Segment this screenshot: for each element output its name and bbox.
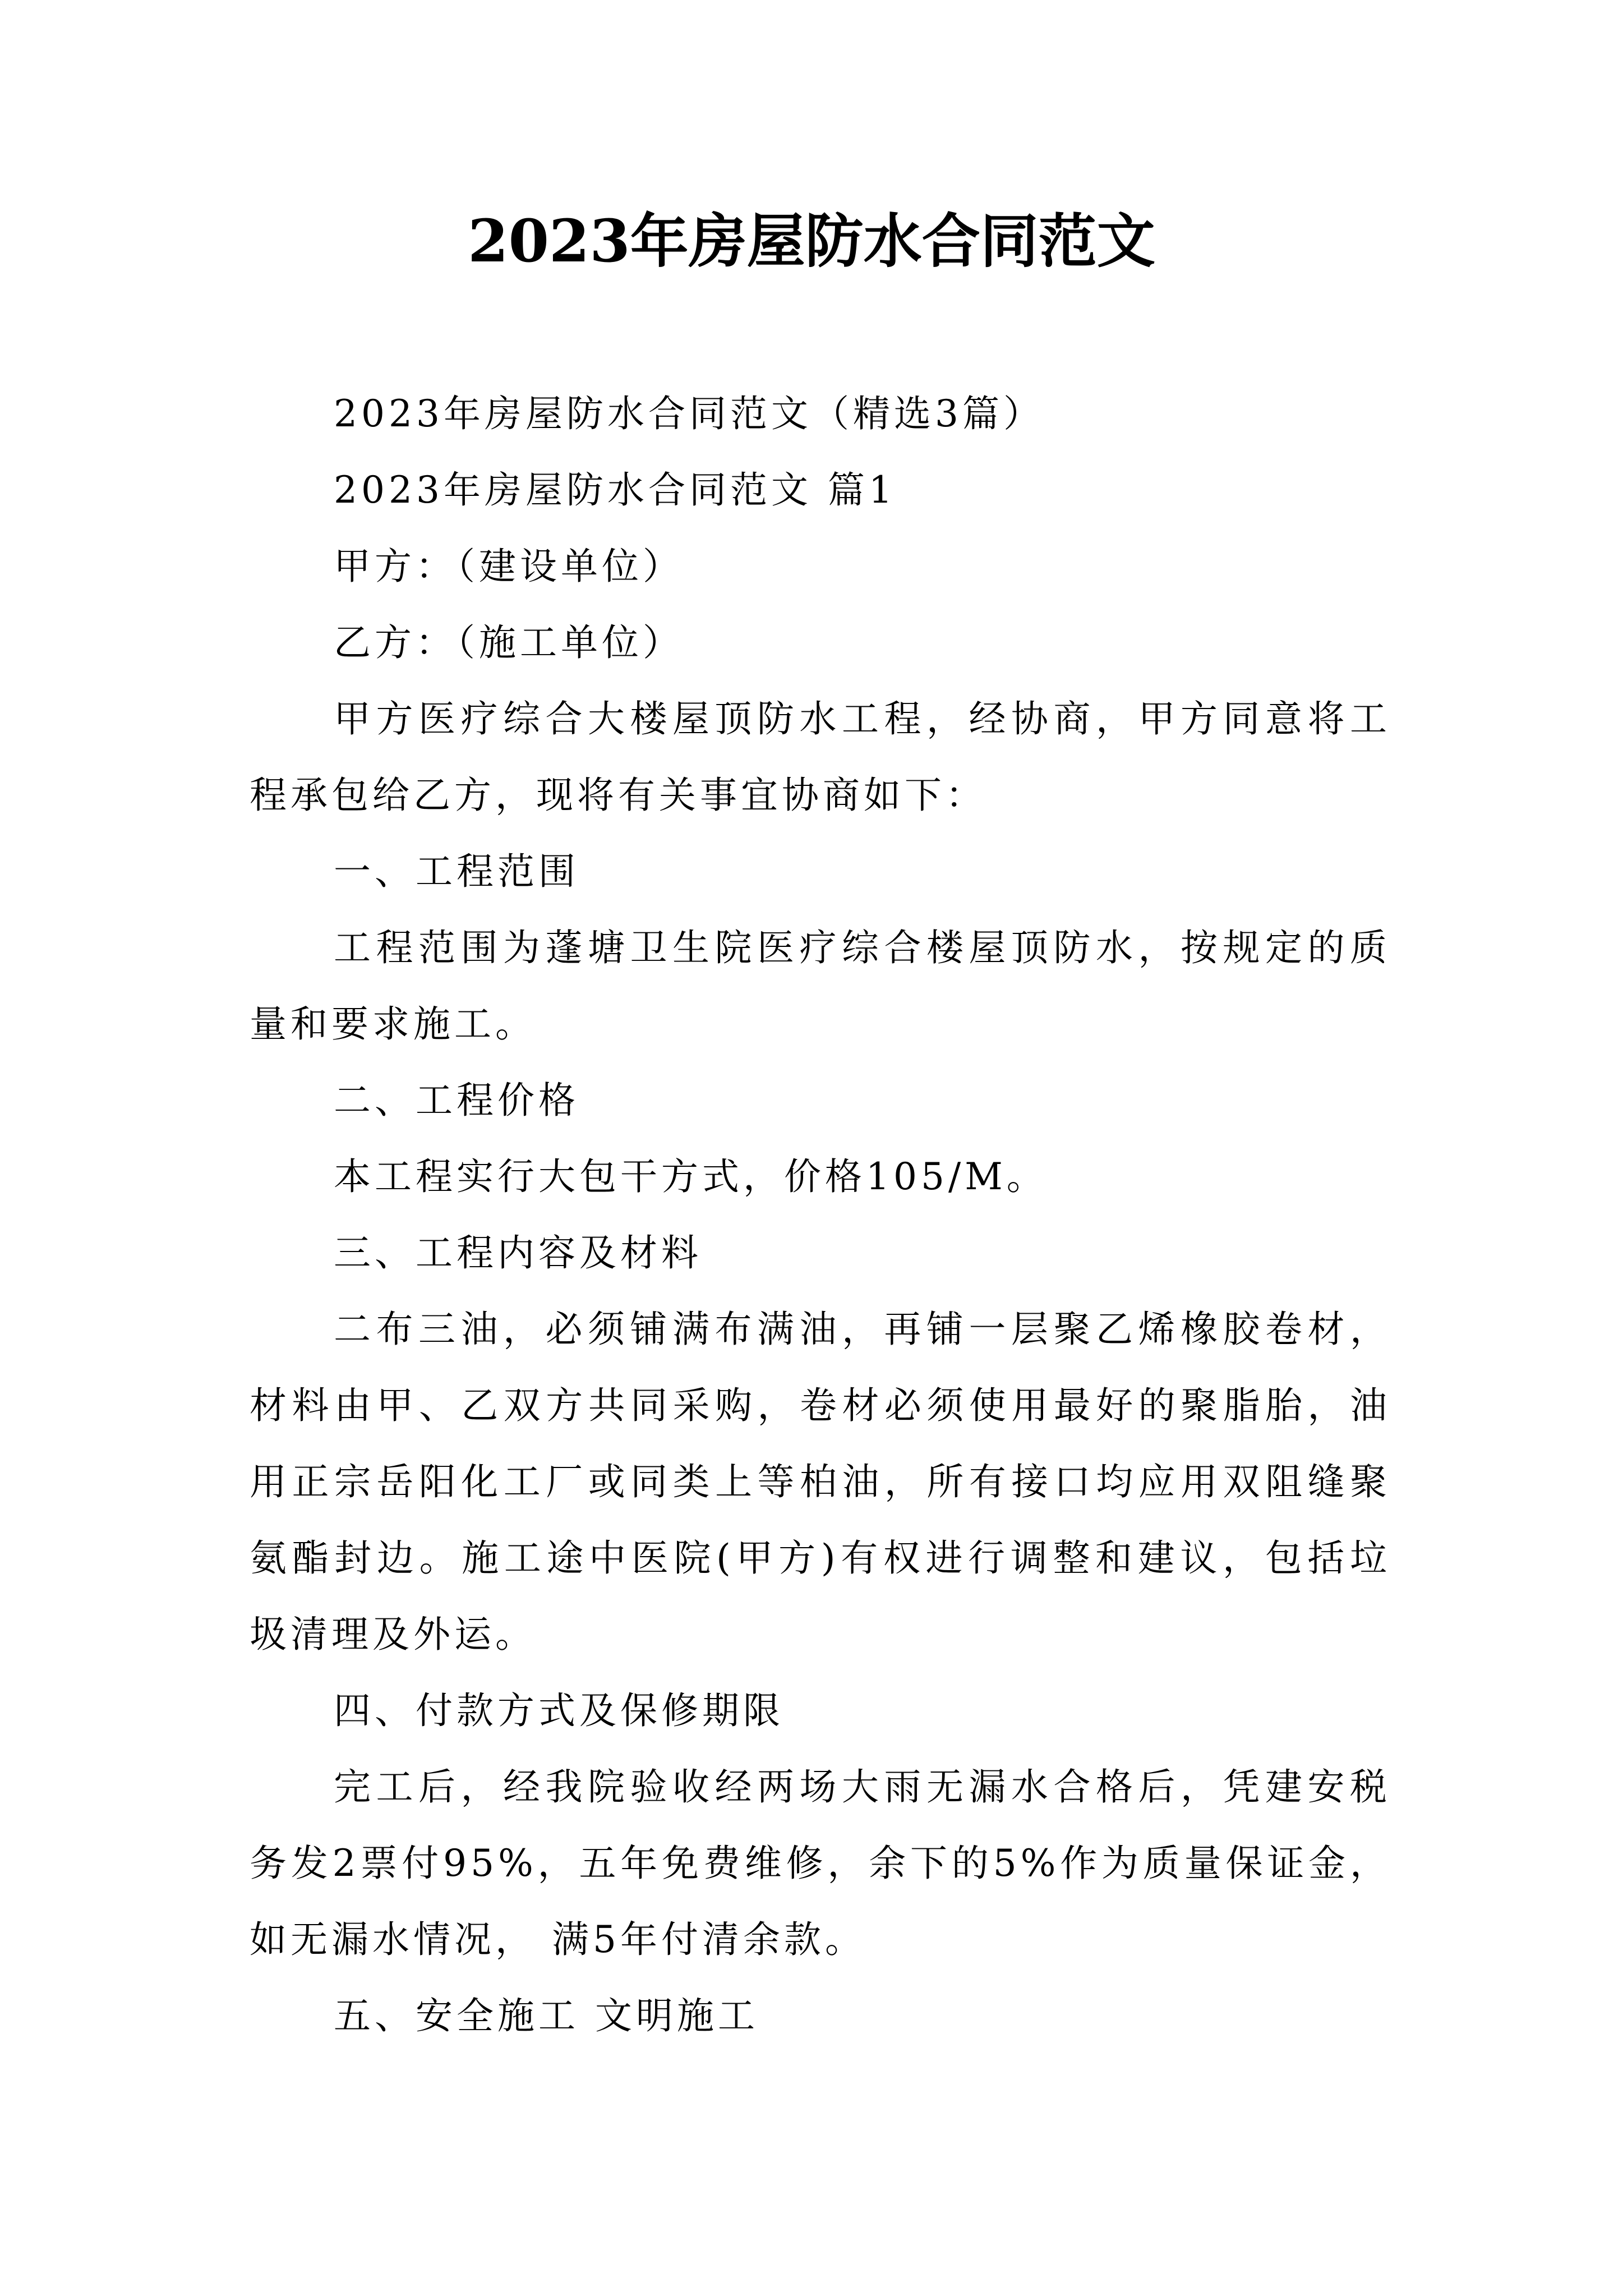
- document-body: [250, 376, 1391, 2054]
- paragraph-payment-warranty: 完工后，经我院验收经两场大雨无漏水合格后，凭建安税务发2票付95%，五年免费维修，余下的5%作为质量保证金，如无漏水情况， 满5年付清余款。: [250, 1765, 1391, 1961]
- paragraph-price: 本工程实行大包干方式，价格105/M。: [334, 1155, 1048, 1198]
- heading-safety: 五、安全施工 文明施工: [334, 1994, 759, 2037]
- heading-payment-warranty: 四、付款方式及保修期限: [334, 1689, 784, 1732]
- paragraph-scope: 工程范围为蓬塘卫生院医疗综合楼屋顶防水，按规定的质量和要求施工。: [250, 926, 1391, 1046]
- paragraph-section-heading: 2023年房屋防水合同范文 篇1: [334, 468, 896, 512]
- paragraph-intro: 甲方医疗综合大楼屋顶防水工程，经协商，甲方同意将工程承包给乙方，现将有关事宜协商如下：: [250, 697, 1391, 817]
- heading-scope: 一、工程范围: [334, 850, 579, 893]
- paragraph-party-b: 乙方：（施工单位）: [334, 621, 684, 664]
- heading-price: 二、工程价格: [334, 1079, 579, 1122]
- paragraph-party-a: 甲方：（建设单位）: [334, 545, 684, 588]
- paragraph-content-materials: 二布三油，必须铺满布满油，再铺一层聚乙烯橡胶卷材，材料由甲、乙双方共同采购，卷材必须使用最好的聚脂胎，油用正宗岳阳化工厂或同类上等柏油，所有接口均应用双阻缝聚氨酯封边。施工途中医院(甲方)有权进行调整和建议，包括垃圾清理及外运。: [250, 1308, 1391, 1656]
- document-title: 2023年房屋防水合同范文: [468, 206, 1155, 275]
- paragraph-subtitle: 2023年房屋防水合同范文（精选3篇）: [334, 392, 1044, 435]
- heading-content-materials: 三、工程内容及材料: [334, 1231, 702, 1274]
